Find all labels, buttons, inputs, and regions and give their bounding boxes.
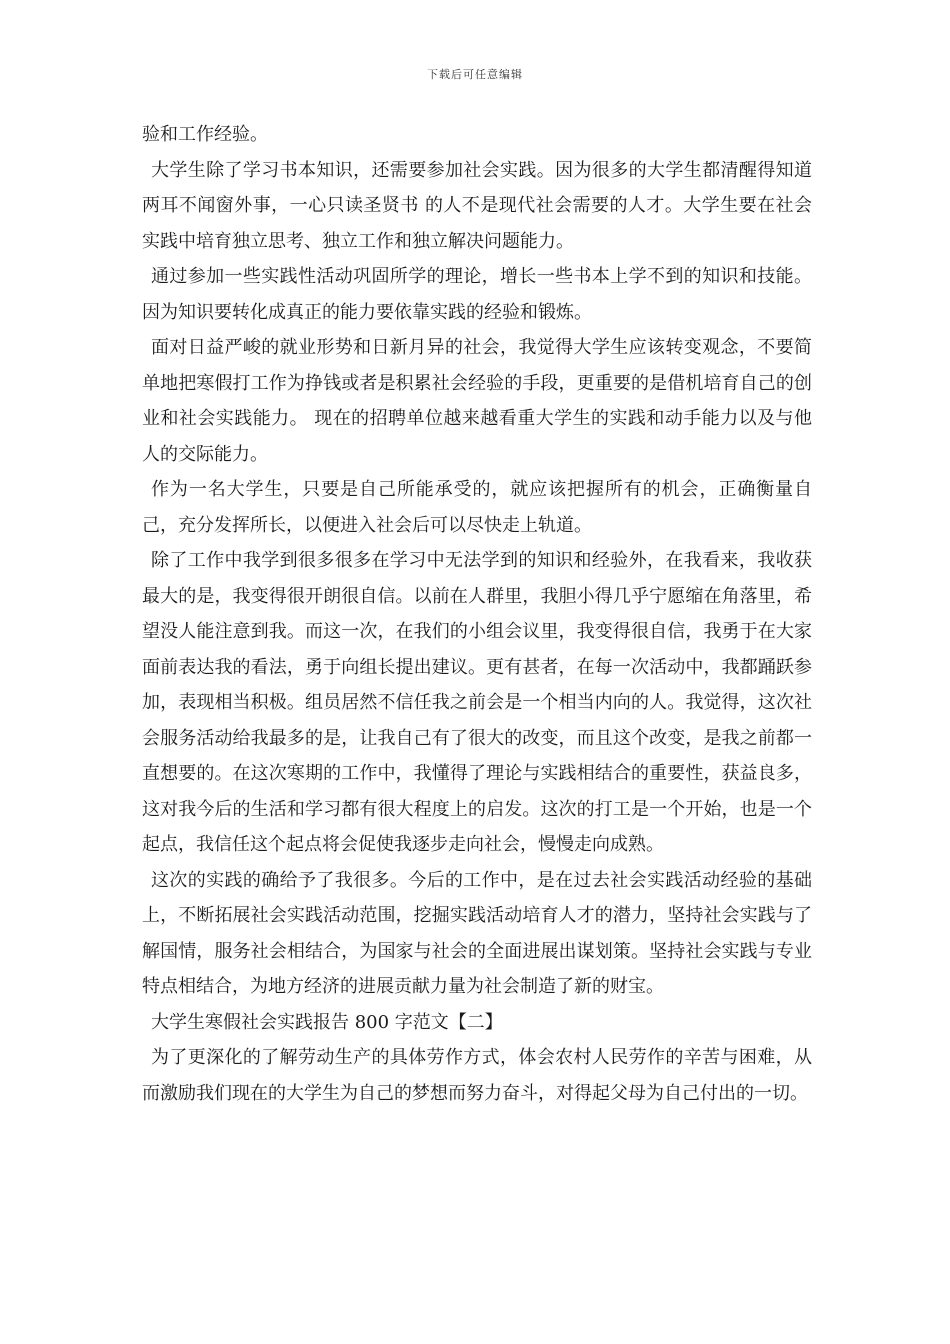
paragraph: 为了更深化的了解劳动生产的具体劳作方式，体会农村人民劳作的辛苦与困难，从而激励我们现在的大学生为自己的梦想而努力奋斗，对得起父母为自己付出的一切。 [142,1047,812,1104]
paragraph: 作为一名大学生，只要是自己所能承受的，就应该把握所有的机会，正确衡量自己，充分发挥所长，以便进入社会后可以尽快走上轨道。 [142,479,812,536]
paragraph: 除了工作中我学到很多很多在学习中无法学到的知识和经验外，在我看来，我收获最大的是，我变得很开朗很自信。以前在人群里，我胆小得几乎宁愿缩在角落里，希望没人能注意到我。而这一次，在我们的小组会议里，我变得很自信，我勇于在大家面前表达我的看法，勇于向组长提出建议。更有甚者，在每一次活动中，我都踊跃参加，表现相当积极。组员居然不信任我之前会是一个相当内向的人。我觉得，这次社会服务活动给我最多的是，让我自己有了很大的改变，而且这个改变，是我之前都一直想要的。在这次寒期的工作中，我懂得了理论与实践相结合的重要性，获益良多，这对我今后的生活和学习都有很大程度上的启发。这次的打工是一个开始，也是一个起点，我信任这个起点将会促使我逐步走向社会，慢慢走向成熟。 [142,550,812,855]
paragraph: 大学生除了学习书本知识，还需要参加社会实践。因为很多的大学生都清醒得知道 两耳不闻窗外事，一心只读圣贤书 的人不是现代社会需要的人才。大学生要在社会实践中培育独立思考、独立工作和独立解决问题能力。 [142,159,812,252]
paragraph: 这次的实践的确给予了我很多。今后的工作中，是在过去社会实践活动经验的基础上，不断拓展社会实践活动范围，挖掘实践活动培育人才的潜力，坚持社会实践与了解国情，服务社会相结合，为国家与社会的全面进展出谋划策。坚持社会实践与专业特点相结合，为地方经济的进展贡献力量为社会制造了新的财宝。 [142,869,812,997]
document-body [142,117,812,1111]
paragraph: 通过参加一些实践性活动巩固所学的理论，增长一些书本上学不到的知识和技能。因为知识要转化成真正的能力要依靠实践的经验和锻炼。 [142,266,812,323]
section-heading: 大学生寒假社会实践报告 800 字范文【二】 [151,1011,503,1033]
paragraph: 面对日益严峻的就业形势和日新月异的社会，我觉得大学生应该转变观念，不要简单地把寒假打工作为挣钱或者是积累社会经验的手段，更重要的是借机培育自己的创业和社会实践能力。 现在的招聘单位越来越看重大学生的实践和动手能力以及与他人的交际能力。 [142,337,812,465]
paragraph: 验和工作经验。 [142,124,268,145]
page-header: 下载后可任意编辑 [427,68,523,81]
